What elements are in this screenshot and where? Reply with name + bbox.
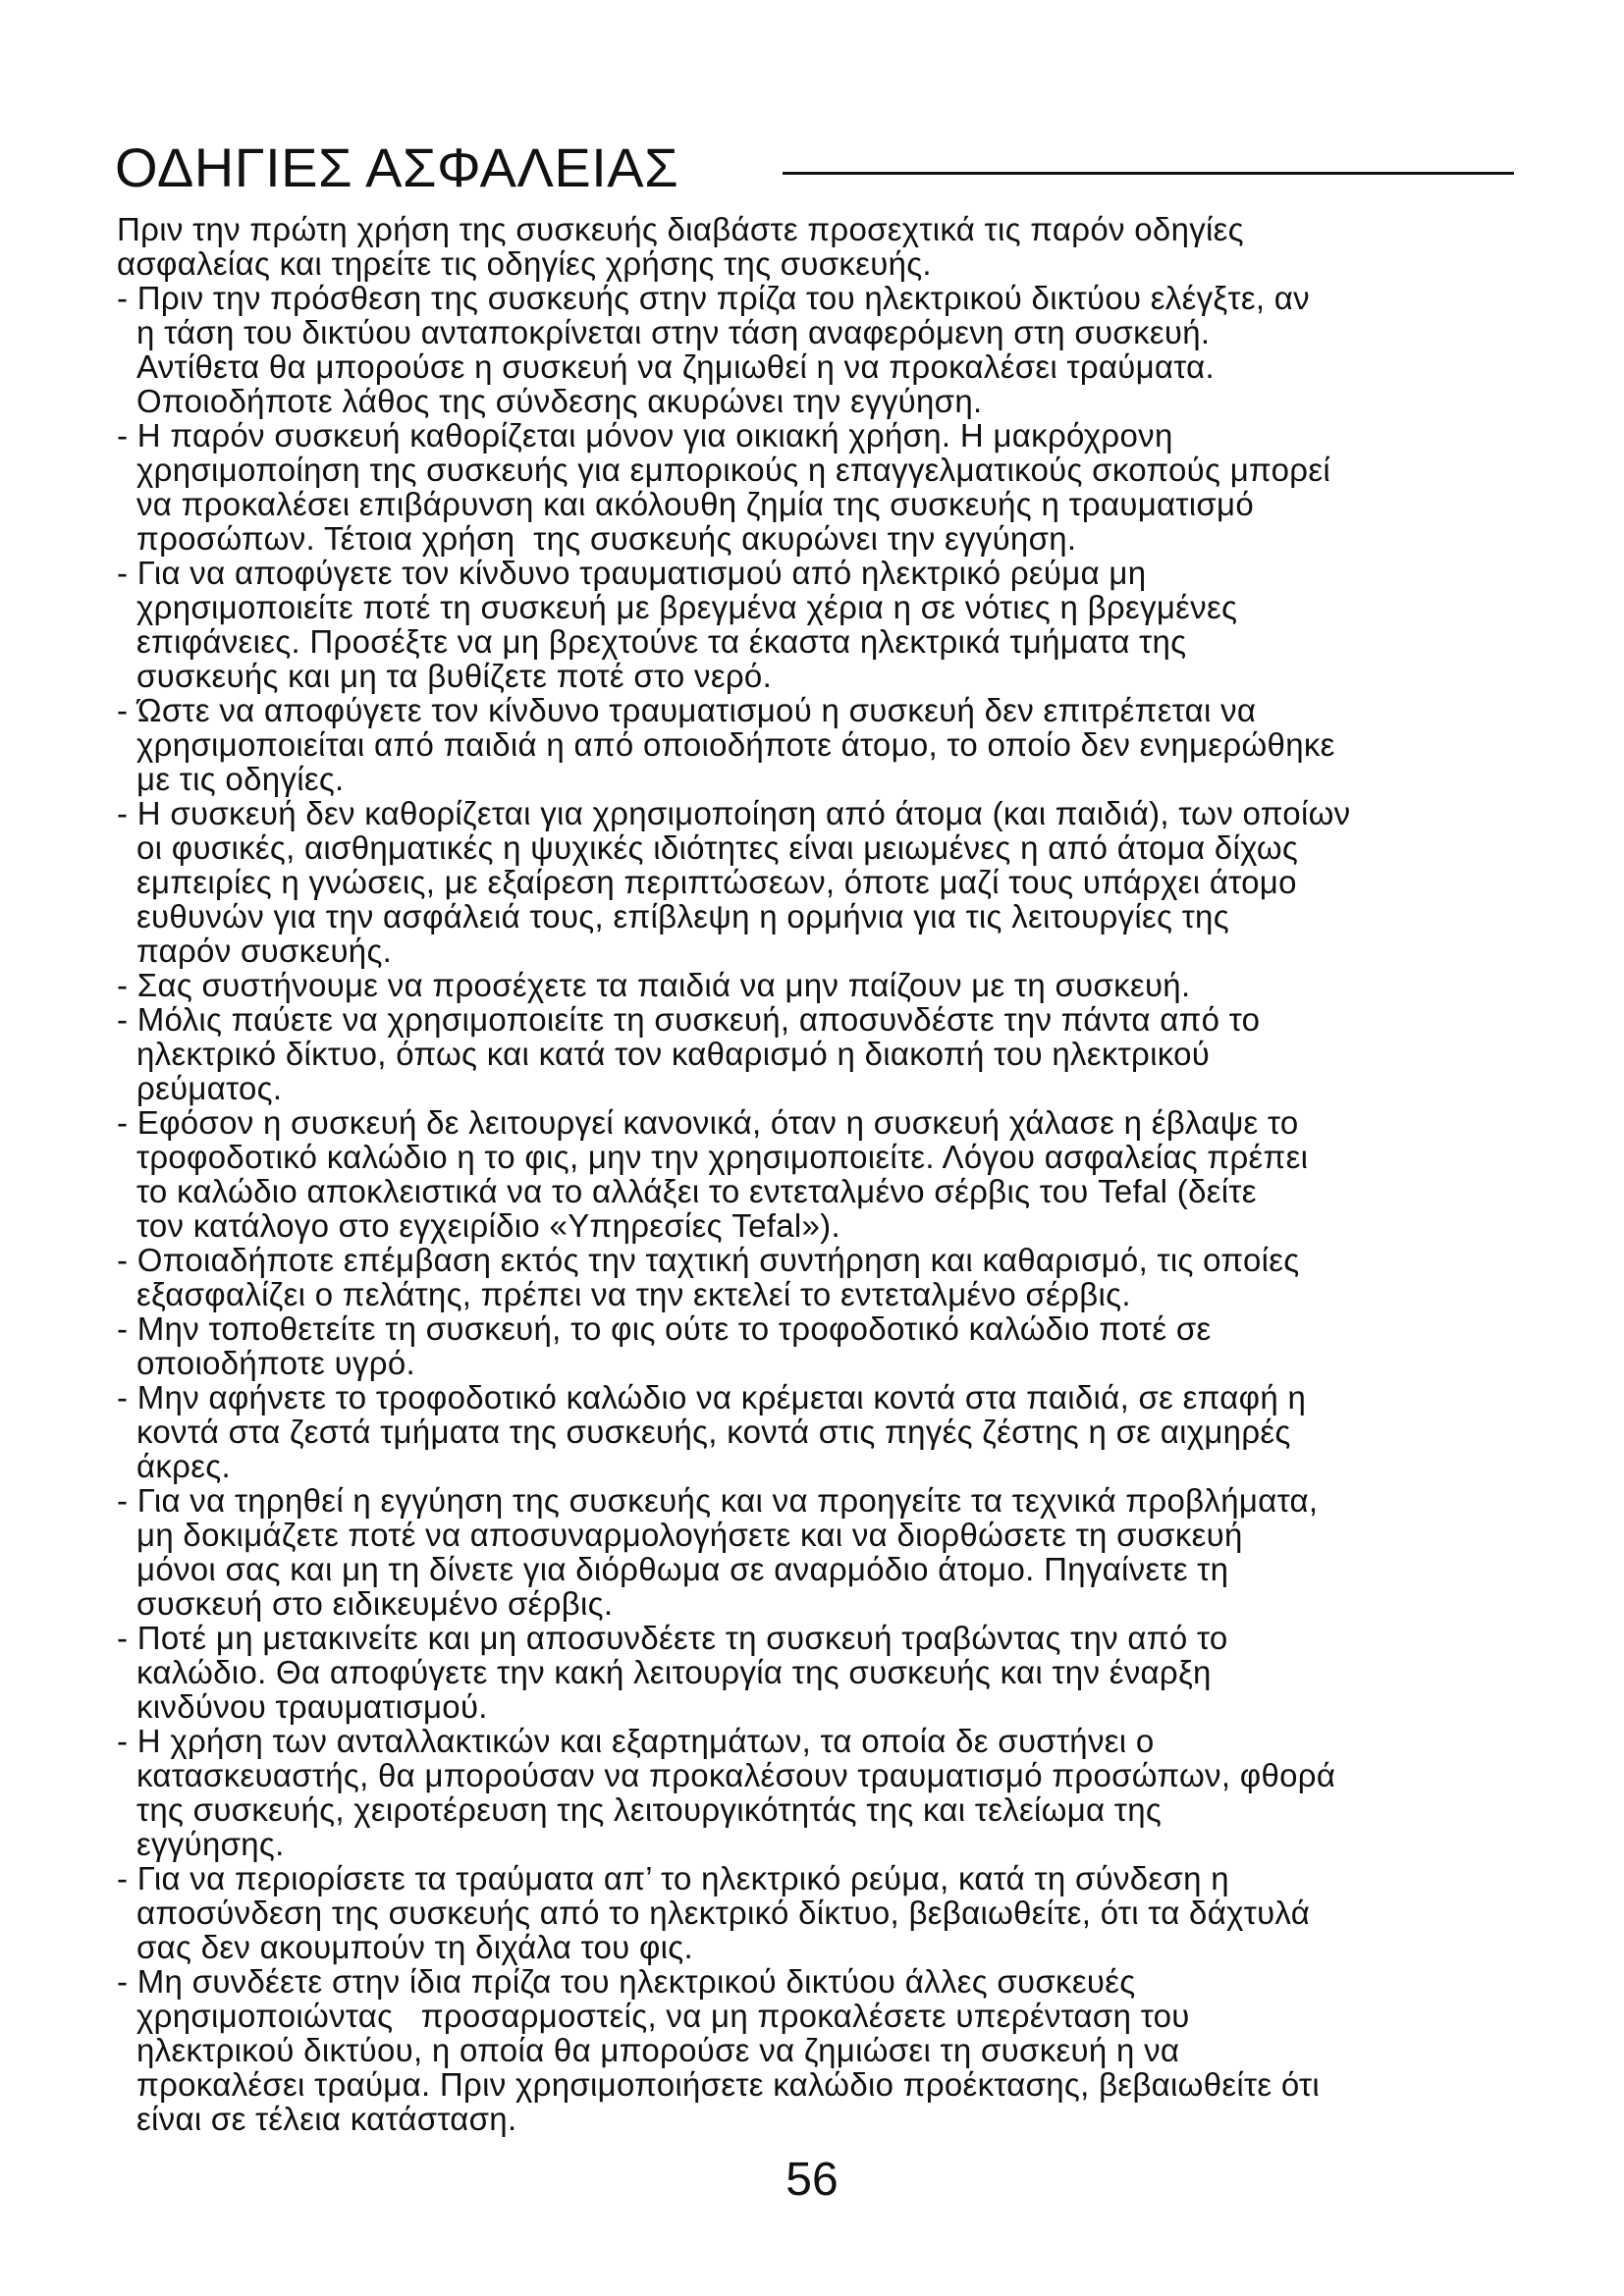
safety-item: [117, 281, 1570, 418]
safety-item-line: κοντά στα ζεστά τμήματα της συσκευής, κοντά στις πηγές ζέστης η σε αιχμηρές: [136, 1414, 1291, 1450]
safety-item-line: Οποιοδήποτε λάθος της σύνδεσης ακυρώνει την εγγύηση.: [136, 383, 983, 419]
page-number: 56: [785, 2154, 839, 2206]
safety-item-line: - Η παρόν συσκευή καθορίζεται μόνον για οικιακή χρήση. Η μακρόχρονη: [117, 417, 1173, 454]
safety-item-line: προσώπων. Τέτοια χρήση της συσκευής ακυρώνει την εγγύηση.: [136, 520, 1077, 557]
safety-item-line: επιφάνειες. Προσέξτε να μη βρεχτούνε τα έκαστα ηλεκτρικά τμήματα της: [136, 623, 1187, 660]
safety-item-line: με τις οδηγίες.: [136, 761, 345, 797]
safety-item-line: - Η συσκευή δεν καθορίζεται για χρησιμοποίηση από άτομα (και παιδιά), των οποίων: [117, 795, 1351, 831]
safety-item-line: εγγύησης.: [136, 1826, 285, 1862]
intro-line: ασφαλείας και τηρείτε τις οδηγίες χρήσης της συσκευής.: [117, 245, 932, 282]
safety-item: [117, 1964, 1570, 2136]
safety-item-line: χρησιμοποίηση της συσκευής για εμπορικούς η επαγγελματικούς σκοπούς μπορεί: [136, 452, 1330, 488]
safety-item: [117, 418, 1570, 556]
safety-item: [117, 1243, 1570, 1311]
safety-item-line: - Οποιαδήποτε επέμβαση εκτός την ταχτική συντήρηση και καθαρισμό, τις οποίες: [117, 1242, 1300, 1278]
safety-item: [117, 1724, 1570, 1861]
safety-item: [117, 1105, 1570, 1243]
safety-item-line: χρησιμοποιείτε ποτέ τη συσκευή με βρεγμένα χέρια η σε νότιες η βρεγμένες: [136, 589, 1238, 625]
safety-item-line: οποιοδήποτε υγρό.: [136, 1345, 415, 1381]
safety-item-line: σας δεν ακουμπούν τη διχάλα του φις.: [136, 1929, 693, 1965]
page-title: ΟΔΗΓΙΕΣ ΑΣΦΑΛΕΙΑΣ: [115, 136, 679, 198]
safety-item-line: το καλώδιο αποκλειστικά να το αλλάξει το εντεταλμένο σέρβις του Tefal (δείτε: [136, 1173, 1257, 1209]
safety-item-line: είναι σε τέλεια κατάσταση.: [136, 2101, 517, 2137]
safety-item-line: - Μην αφήνετε το τροφοδοτικό καλώδιο να κρέμεται κοντά στα παιδιά, σε επαφή η: [117, 1379, 1307, 1415]
safety-item-line: χρησιμοποιώντας προσαρμοστείς, να μη προκαλέσετε υπερένταση του: [136, 1998, 1190, 2034]
safety-item: [117, 1483, 1570, 1621]
safety-item-line: ηλεκτρικό δίκτυο, όπως και κατά τον καθαρισμό η διακοπή του ηλεκτρικού: [136, 1036, 1211, 1072]
safety-item-line: να προκαλέσει επιβάρυνση και ακόλουθη ζημία της συσκευής η τραυματισμό: [136, 486, 1255, 522]
safety-item-line: συσκευής και μη τα βυθίζετε ποτέ στο νερό.: [136, 658, 773, 694]
safety-item: [117, 1861, 1570, 1964]
safety-item-line: η τάση του δικτύου ανταποκρίνεται στην τάση αναφερόμενη στη συσκευή.: [136, 314, 1211, 350]
title-rule: [783, 172, 1514, 175]
safety-item-list: [117, 281, 1570, 2136]
safety-item-line: ηλεκτρικού δικτύου, η οποία θα μπορούσε να ζημιώσει τη συσκευή η να: [136, 2032, 1180, 2068]
safety-item-line: καλώδιο. Θα αποφύγετε την κακή λειτουργία της συσκευής και την έναρξη: [136, 1654, 1212, 1690]
safety-item-line: Αντίθετα θα μπορούσε η συσκευή να ζημιωθεί η να προκαλέσει τραύματα.: [136, 348, 1216, 385]
safety-item: [117, 556, 1570, 693]
safety-item: [117, 1311, 1570, 1380]
safety-item-line: - Ποτέ μη μετακινείτε και μη αποσυνδέετε τη συσκευή τραβώντας την από το: [117, 1620, 1228, 1656]
safety-item-line: αποσύνδεση της συσκευής από το ηλεκτρικό δίκτυο, βεβαιωθείτε, ότι τα δάχτυλά: [136, 1895, 1311, 1931]
safety-item: [117, 1002, 1570, 1105]
safety-item-line: - Για να τηρηθεί η εγγύηση της συσκευής και να προηγείτε τα τεχνικά προβλήματα,: [117, 1482, 1319, 1519]
safety-item: [117, 693, 1570, 796]
intro-line: Πριν την πρώτη χρήση της συσκευής διαβάστε προσεχτικά τις παρόν οδηγίες: [117, 211, 1244, 247]
safety-item-line: της συσκευής, χειροτέρευση της λειτουργικότητάς της και τελείωμα της: [136, 1791, 1163, 1828]
safety-item-line: - Μην τοποθετείτε τη συσκευή, το φις ούτε το τροφοδοτικό καλώδιο ποτέ σε: [117, 1310, 1212, 1347]
safety-item-line: οι φυσικές, αισθηματικές η ψυχικές ιδιότητες είναι μειωμένες η από άτομα δίχως: [136, 829, 1299, 866]
safety-item-line: - Για να αποφύγετε τον κίνδυνο τραυματισμού από ηλεκτρικό ρεύμα μη: [117, 555, 1147, 591]
safety-item-line: - Η χρήση των ανταλλακτικών και εξαρτημάτων, τα οποία δε συστήνει ο: [117, 1723, 1155, 1759]
safety-item-line: μόνοι σας και μη τη δίνετε για διόρθωμα σε αναρμόδιο άτομο. Πηγαίνετε τη: [136, 1551, 1229, 1587]
safety-item-line: - Εφόσον η συσκευή δε λειτουργεί κανονικά, όταν η συσκευή χάλασε η έβλαψε το: [117, 1104, 1299, 1141]
safety-item-line: χρησιμοποιείται από παιδιά η από οποιοδήποτε άτομο, το οποίο δεν ενημερώθηκε: [136, 726, 1335, 763]
safety-item-line: τον κατάλογο στο εγχειρίδιο «Υπηρεσίες Tefal»).: [136, 1207, 840, 1244]
safety-instructions-body: [117, 212, 1570, 2136]
safety-item-line: - Για να περιορίσετε τα τραύματα απ’ το ηλεκτρικό ρεύμα, κατά τη σύνδεση η: [117, 1860, 1229, 1896]
safety-item: [117, 968, 1570, 1002]
safety-item-line: ρεύματος.: [136, 1070, 283, 1106]
safety-item: [117, 1380, 1570, 1483]
safety-item-line: μη δοκιμάζετε ποτέ να αποσυναρμολογήσετε και να διορθώσετε τη συσκευή: [136, 1517, 1243, 1553]
safety-item-line: - Ώστε να αποφύγετε τον κίνδυνο τραυματισμού η συσκευή δεν επιτρέπεται να: [117, 692, 1257, 728]
safety-item: [117, 796, 1570, 968]
safety-item-line: κατασκευαστής, θα μπορούσαν να προκαλέσουν τραυματισμό προσώπων, φθορά: [136, 1757, 1336, 1793]
safety-item-line: - Μη συνδέετε στην ίδια πρίζα του ηλεκτρικού δικτύου άλλες συσκευές: [117, 1963, 1136, 2000]
safety-item-line: τροφοδοτικό καλώδιο η το φις, μην την χρησιμοποιείτε. Λόγου ασφαλείας πρέπει: [136, 1139, 1309, 1175]
safety-item-line: άκρες.: [136, 1448, 231, 1484]
safety-item-line: εμπειρίες η γνώσεις, με εξαίρεση περιπτώσεων, όποτε μαζί τους υπάρχει άτομο: [136, 864, 1297, 900]
safety-item-line: - Σας συστήνουμε να προσέχετε τα παιδιά να μην παίζουν με τη συσκευή.: [117, 967, 1191, 1003]
intro-paragraph: [117, 212, 1570, 281]
safety-item-line: εξασφαλίζει ο πελάτης, πρέπει να την εκτελεί το εντεταλμένο σέρβις.: [136, 1276, 1131, 1312]
safety-item-line: προκαλέσει τραύμα. Πριν χρησιμοποιήσετε καλώδιο προέκτασης, βεβαιωθείτε ότι: [136, 2066, 1320, 2103]
safety-item: [117, 1621, 1570, 1724]
safety-item-line: κινδύνου τραυματισμού.: [136, 1688, 488, 1725]
safety-item-line: συσκευή στο ειδικευμένο σέρβις.: [136, 1585, 614, 1622]
safety-item-line: - Μόλις παύετε να χρησιμοποιείτε τη συσκευή, αποσυνδέστε την πάντα από το: [117, 1001, 1261, 1038]
safety-item-line: παρόν συσκευής.: [136, 933, 393, 969]
safety-item-line: - Πριν την πρόσθεση της συσκευής στην πρίζα του ηλεκτρικού δικτύου ελέγξτε, αν: [117, 280, 1310, 316]
safety-item-line: ευθυνών για την ασφάλειά τους, επίβλεψη η ορμήνια για τις λειτουργίες της: [136, 898, 1229, 934]
